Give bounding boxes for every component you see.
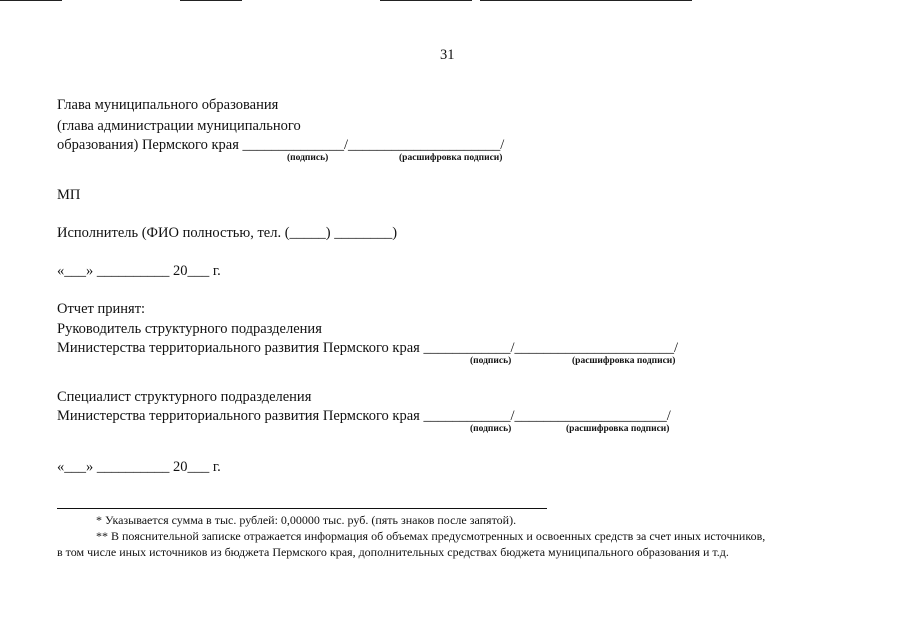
footnote-2-line-1: ** В пояснительной записке отражается информация об объемах предусмотренных и освоенных средств за счет иных источников,	[96, 529, 766, 543]
footnote-separator	[57, 508, 547, 509]
unit-head-line-2: Министерства территориального развития Пермского края ____________/______________________/	[57, 340, 679, 356]
specialist-decoding-caption: (расшифровка подписи)	[566, 424, 670, 434]
scan-edge-line	[380, 0, 472, 1]
scan-edge-line	[180, 0, 242, 1]
unit-head-decoding-caption: (расшифровка подписи)	[572, 356, 676, 366]
seal-placeholder: МП	[57, 187, 81, 203]
unit-head-line-1: Руководитель структурного подразделения	[57, 321, 322, 337]
signature-caption: (подпись)	[287, 153, 329, 163]
report-accepted-title: Отчет принят:	[57, 301, 146, 317]
scan-edge-line	[0, 0, 62, 1]
date-line: «___» __________ 20___ г.	[57, 459, 221, 475]
executor-line: Исполнитель (ФИО полностью, тел. (_____) ________)	[57, 225, 398, 241]
unit-head-signature-caption: (подпись)	[470, 356, 512, 366]
head-title-line-2: (глава администрации муниципального	[57, 118, 301, 134]
footnote-2-line-2: в том числе иных источников из бюджета Пермского края, дополнительных средствах бюджета муниципального образования и т.д.	[57, 545, 729, 559]
head-title-line-3: образования) Пермского края ______________/_____________________/	[57, 137, 505, 153]
specialist-signature-caption: (подпись)	[470, 424, 512, 434]
footnote-1: * Указывается сумма в тыс. рублей: 0,00000 тыс. руб. (пять знаков после запятой).	[96, 513, 517, 527]
specialist-line-2: Министерства территориального развития Пермского края ____________/_____________________/	[57, 408, 671, 424]
specialist-line-1: Специалист структурного подразделения	[57, 389, 312, 405]
page-number: 31	[440, 47, 455, 63]
head-title-line-1: Глава муниципального образования	[57, 97, 279, 113]
scan-edge-line	[480, 0, 692, 1]
signature-decoding-caption: (расшифровка подписи)	[399, 153, 503, 163]
date-line: «___» __________ 20___ г.	[57, 263, 221, 279]
